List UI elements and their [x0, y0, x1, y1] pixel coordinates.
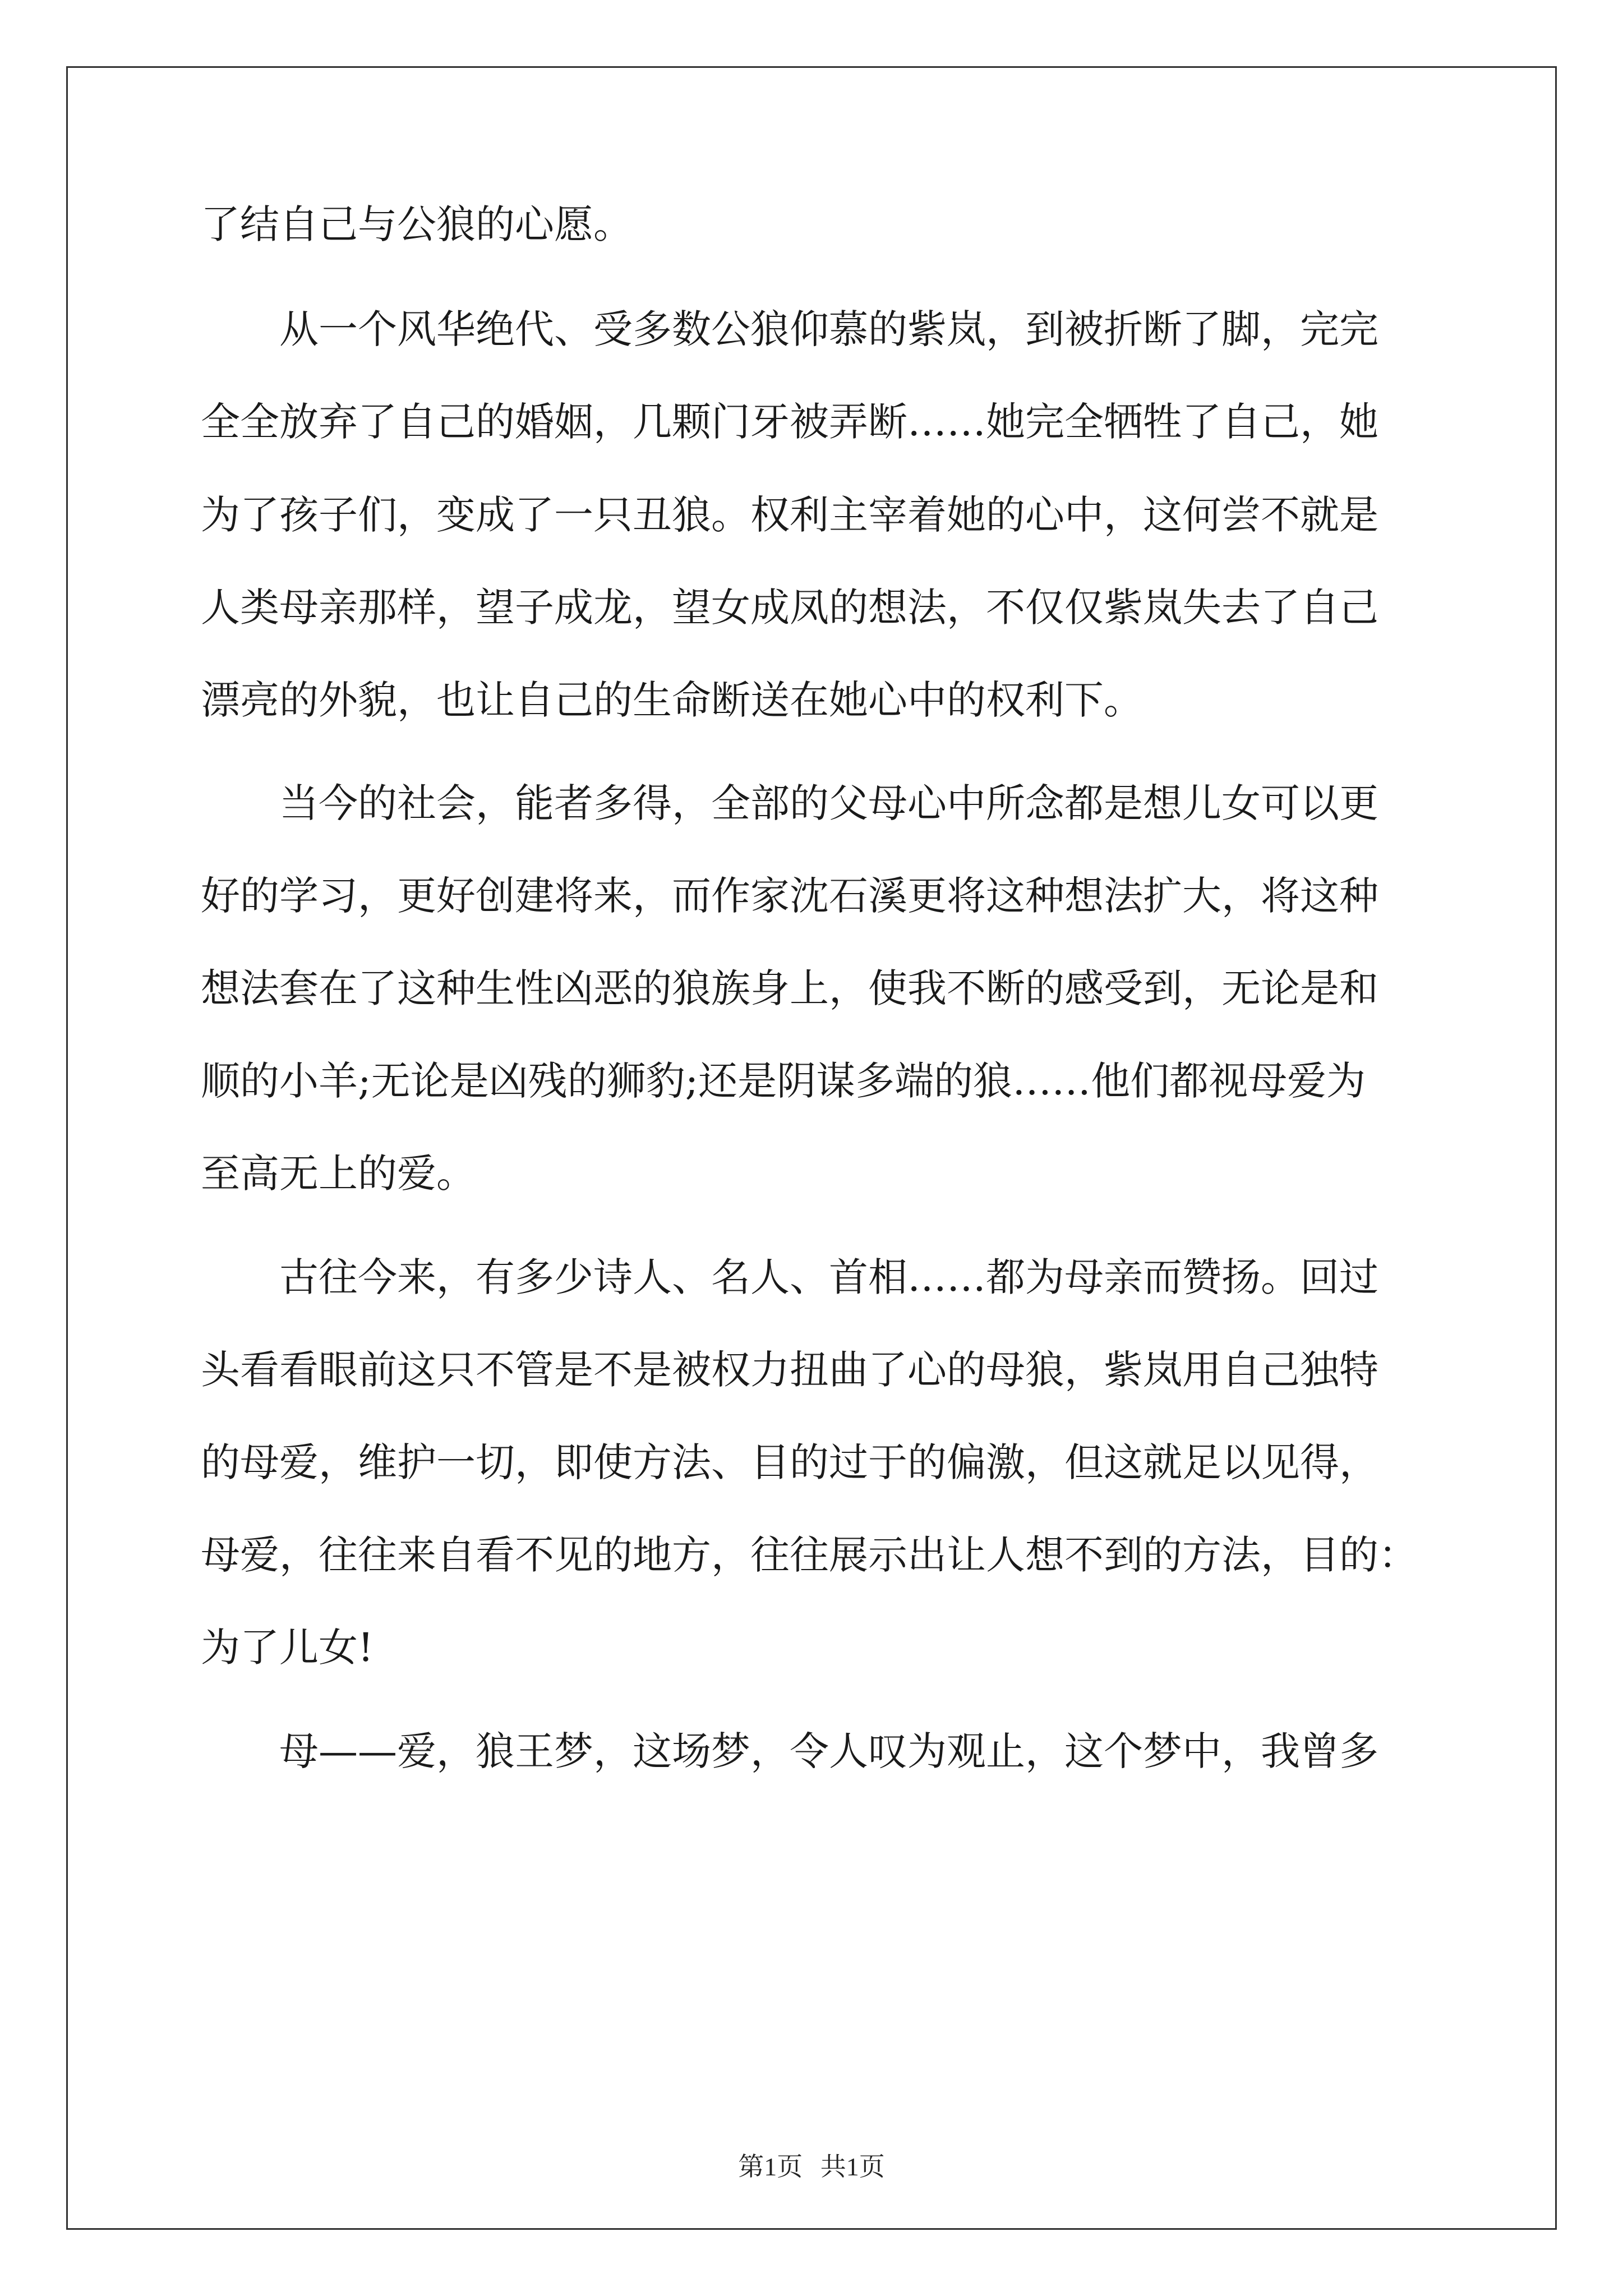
text-line: 古往今来，有多少诗人、名人、首相……都为母亲而赞扬。回过	[201, 1254, 1378, 1300]
text-line: 为了孩子们，变成了一只丑狼。权利主宰着她的心中，这何尝不就是	[201, 492, 1378, 538]
text-line: 了结自己与公狼的心愿。	[201, 201, 633, 247]
text-line: 从一个风华绝代、受多数公狼仰慕的紫岚，到被折断了脚，完完	[201, 306, 1378, 352]
text-line: 为了儿女!	[201, 1625, 374, 1671]
text-line: 母——爱，狼王梦，这场梦，令人叹为观止，这个梦中，我曾多	[201, 1728, 1378, 1774]
page-total: 共1页	[820, 2152, 885, 2181]
text-line: 的母爱，维护一切，即使方法、目的过于的偏激，但这就足以见得，	[201, 1439, 1378, 1485]
text-line: 想法套在了这种生性凶恶的狼族身上，使我不断的感受到，无论是和	[201, 965, 1378, 1011]
page-number: 第1页	[738, 2152, 803, 2181]
text-line: 好的学习，更好创建将来，而作家沈石溪更将这种想法扩大，将这种	[201, 873, 1378, 919]
text-line: 当今的社会，能者多得，全部的父母心中所念都是想儿女可以更	[201, 780, 1378, 826]
text-line: 头看看眼前这只不管是不是被权力扭曲了心的母狼，紫岚用自己独特	[201, 1347, 1378, 1393]
text-line: 至高无上的爱。	[201, 1151, 476, 1197]
page-footer	[0, 2146, 1623, 2183]
text-line: 母爱，往往来自看不见的地方，往往展示出让人想不到的方法，目的：	[201, 1532, 1418, 1578]
text-line: 全全放弃了自己的婚姻，几颗门牙被弄断……她完全牺牲了自己，她	[201, 399, 1378, 445]
text-line: 漂亮的外貌，也让自己的生命断送在她心中的权利下。	[201, 677, 1143, 723]
page-border	[66, 66, 1557, 2230]
text-line: 人类母亲那样，望子成龙，望女成凤的想法，不仅仅紫岚失去了自己	[201, 585, 1378, 631]
text-line: 顺的小羊;无论是凶残的狮豹;还是阴谋多端的狼……他们都视母爱为	[201, 1058, 1366, 1104]
